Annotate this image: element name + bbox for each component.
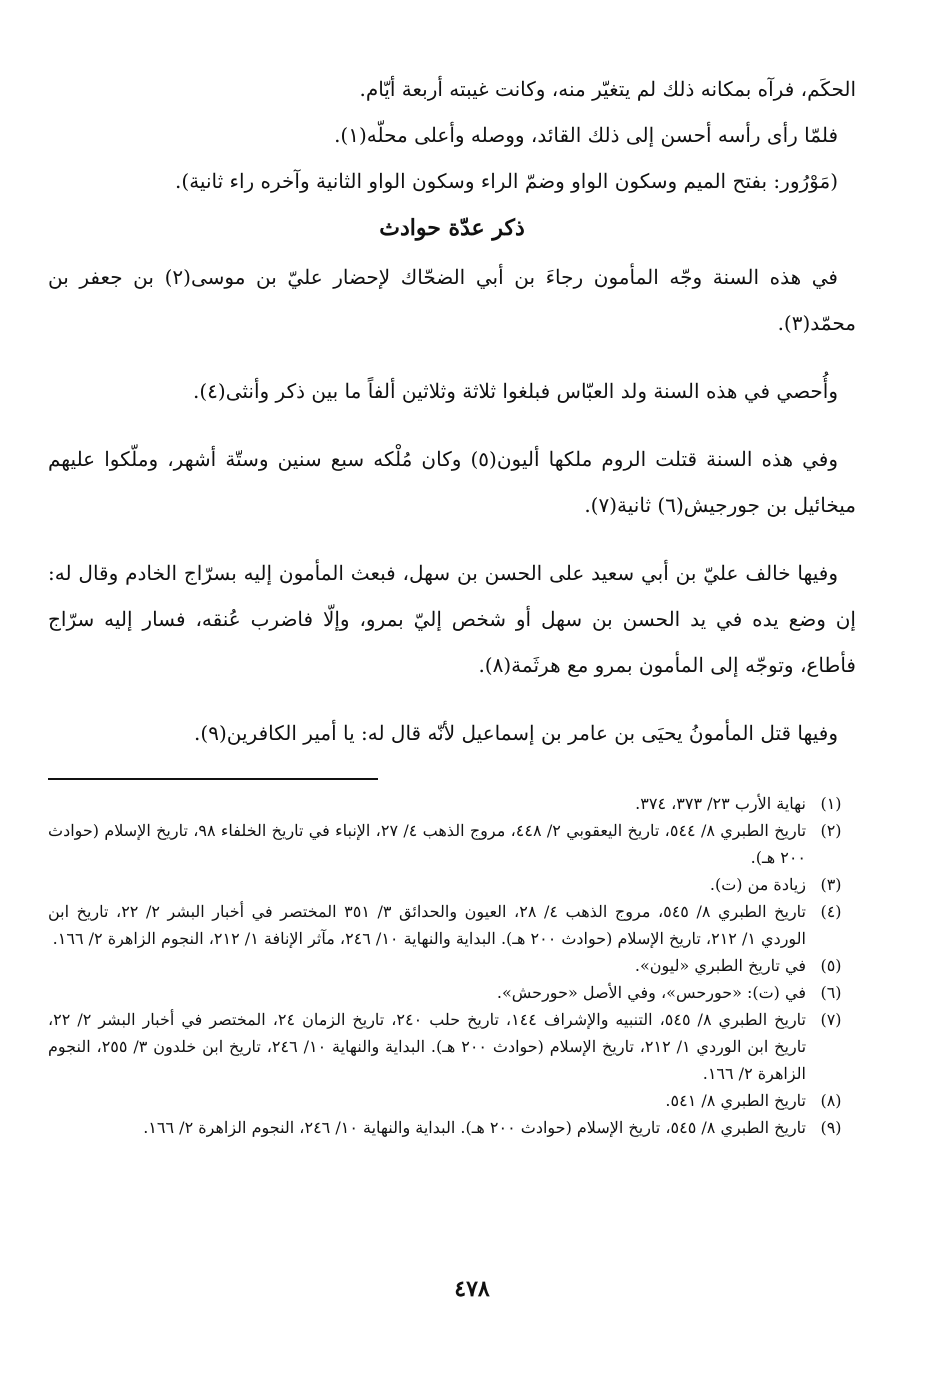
footnote-number: (١) (820, 794, 842, 813)
footnote-number: (٢) (820, 821, 842, 840)
footnotes (48, 790, 856, 1141)
footnote (48, 898, 856, 952)
footnote-number: (٣) (820, 875, 842, 894)
footnote-text: تاريخ الطبري ٨/ ٥٤٥، التنبيه والإشراف ١٤٤، تاريخ حلب ٢٤٠، تاريخ الزمان ٢٤، المختصر في أخبار البشر ٢/ ٢٢، تاريخ ابن الوردي ١/ ٢١٢، تاريخ الإسلام (حوادث ٢٠٠ هـ). البداية والنهاية ١٠/ ٢٤٦، تاريخ ابن خلدون ٣/ ٢٥٥، النجوم الزاهرة ٢/ ١٦٦. (48, 1010, 807, 1083)
footnote-text: تاريخ الطبري ٨/ ٥٤٥، تاريخ الإسلام (حوادث ٢٠٠ هـ). البداية والنهاية ١٠/ ٢٤٦، النجوم الزاهرة ٢/ ١٦٦. (143, 1118, 806, 1137)
footnote (48, 1087, 856, 1114)
footnote-text: تاريخ الطبري ٨/ ٥٤٥، مروج الذهب ٤/ ٢٨، العيون والحدائق ٣/ ٣٥١ المختصر في أخبار البشر ٢/ ٢٢، تاريخ ابن الوردي ١/ ٢١٢، تاريخ الإسلام (حوادث ٢٠٠ هـ). البداية والنهاية ١٠/ ٢٤٦، مآثر الإنافة ١/ ٢١٢، النجوم الزاهرة ٢/ ١٦٦. (48, 902, 807, 948)
body-paragraph: (مَوْرُور: بفتح الميم وسكون الواو وضمّ الراء وسكون الواو الثانية وآخره راء ثانية). (175, 169, 838, 193)
footnote-number: (٤) (820, 902, 842, 921)
footnote-number: (٧) (820, 1010, 842, 1029)
footnote (48, 1006, 856, 1087)
footnote (48, 871, 856, 898)
footnote-text: تاريخ الطبري ٨/ ٥٤٤، تاريخ اليعقوبي ٢/ ٤٤٨، مروج الذهب ٤/ ٢٧، الإنباء في تاريخ الخلفاء ٩٨، تاريخ الإسلام (حوادث ٢٠٠ هـ). (48, 821, 807, 867)
body-paragraph: فلمّا رأى رأسه أحسن إلى ذلك القائد، ووصله وأعلى محلّه(١). (334, 123, 838, 147)
section-paragraph: في هذه السنة وجّه المأمون رجاءَ بن أبي الضحّاك لإحضار عليّ بن موسى(٢) بن جعفر بن محمّد(٣). (48, 265, 856, 335)
page-body (48, 66, 856, 1141)
footnote-number: (٨) (820, 1091, 842, 1110)
section-paragraph: وفي هذه السنة قتلت الروم ملكها أليون(٥) وكان مُلْكه سبع سنين وستّة أشهر، وملّكوا عليهم ميخائيل بن جورجيش(٦) ثانية(٧). (48, 447, 856, 517)
footnote-text: زيادة من (ت). (709, 875, 806, 894)
body-paragraph: الحكَم، فرآه بمكانه ذلك لم يتغيّر منه، وكانت غيبته أربعة أيّام. (359, 77, 856, 101)
footnote-number: (٦) (820, 983, 842, 1002)
footnote (48, 979, 856, 1006)
footnote-text: في تاريخ الطبري «ليون». (634, 956, 806, 975)
section-paragraph: وأُحصي في هذه السنة ولد العبّاس فبلغوا ثلاثة وثلاثين ألفاً ما بين ذكر وأنثى(٤). (192, 379, 838, 403)
section-paragraph: وفيها قتل المأمونُ يحيَى بن عامر بن إسماعيل لأنّه قال له: يا أمير الكافرين(٩). (194, 721, 838, 745)
footnote-text: نهاية الأرب ٢٣/ ٣٧٣، ٣٧٤. (635, 794, 806, 813)
section-heading: ذكر عدّة حوادث (379, 215, 525, 241)
footnote-text: تاريخ الطبري ٨/ ٥٤١. (665, 1091, 806, 1110)
footnote-separator (48, 778, 378, 780)
footnote-number: (٩) (820, 1118, 842, 1137)
footnote-text: في (ت): «حورحس»، وفي الأصل «حورحش». (496, 983, 806, 1002)
footnote (48, 790, 856, 817)
page-number: ٤٧٨ (454, 1276, 490, 1302)
footnote (48, 1114, 856, 1141)
footnote-number: (٥) (820, 956, 842, 975)
footnote (48, 952, 856, 979)
section-paragraph: وفيها خالف عليّ بن أبي سعيد على الحسن بن سهل، فبعث المأمون إليه بسرّاج الخادم وقال له: إن وضع يده في يد الحسن بن سهل أو شخص إليّ بمرو، وإلّا فاضرب عُنقه، فسار إليه سرّاج فأطاع، وتوجّه إلى المأمون بمرو مع هرثَمة(٨). (48, 561, 856, 677)
footnote (48, 817, 856, 871)
